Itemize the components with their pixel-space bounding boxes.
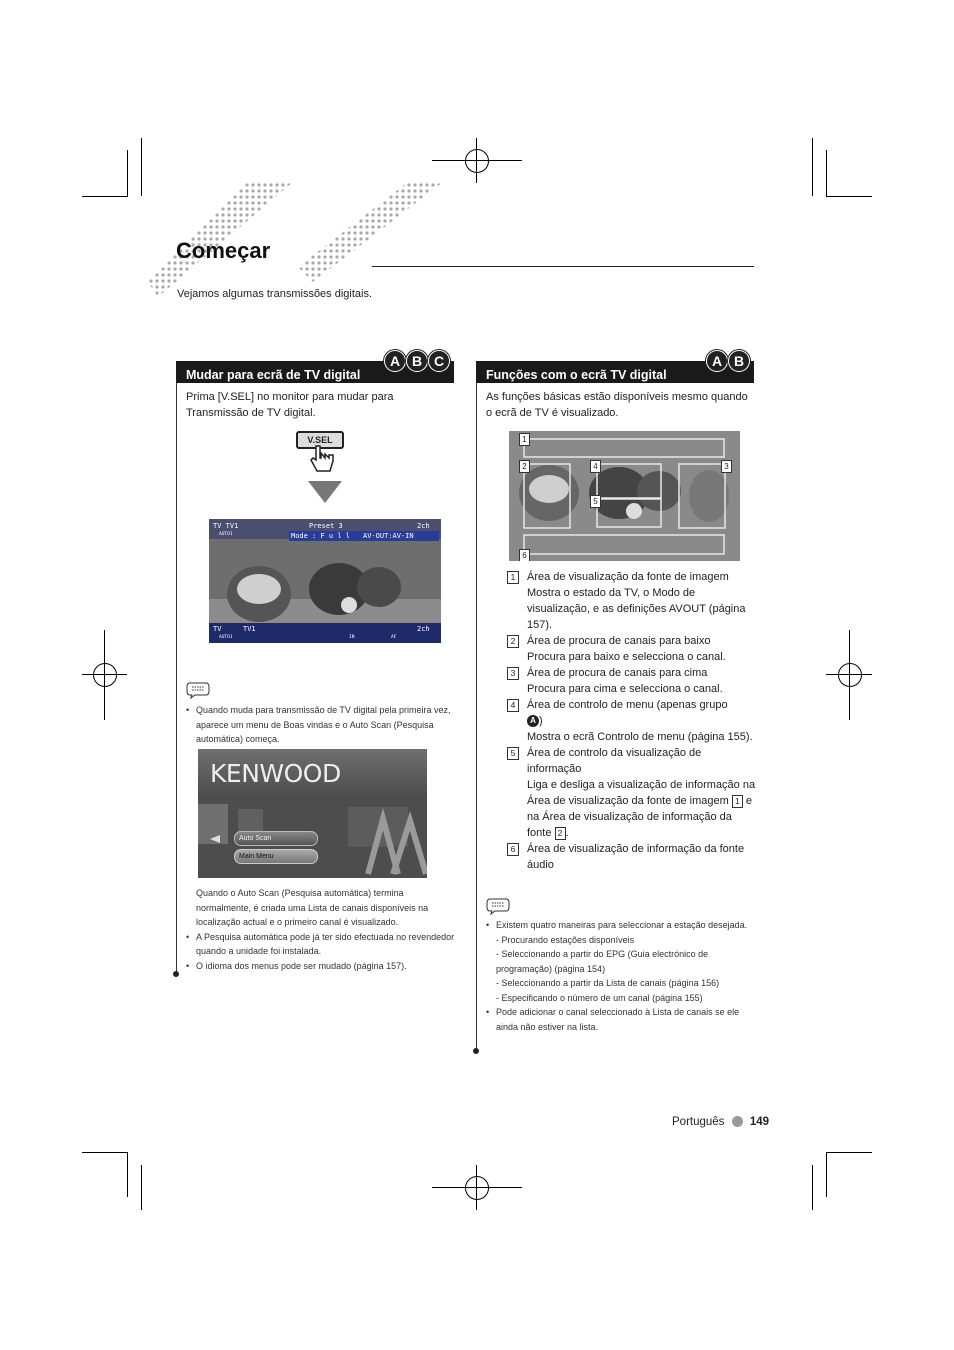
note-sub-item: - Seleccionando a partir da Lista de canais (página 156): [496, 978, 720, 988]
crop-mark: [826, 196, 872, 197]
tv-channel-label: 2ch: [417, 522, 430, 530]
diagram-label-3: 3: [721, 460, 732, 473]
note-item: • A Pesquisa automática pode já ter sido efectuada no revendedor quando a unidade foi instalada.: [186, 930, 458, 959]
right-intro: As funções básicas estão disponíveis mesmo quando o ecrã de TV é visualizado.: [486, 391, 748, 419]
item-number: 2: [507, 635, 519, 648]
diagram-label-4: 4: [590, 460, 601, 473]
item-number: 5: [507, 747, 519, 760]
list-item: [507, 745, 757, 841]
item-title: Área de visualização da fonte de imagem: [527, 571, 729, 583]
diagram-picture: [509, 431, 740, 561]
item-title-close: ): [539, 715, 543, 727]
item-title: Área de procura de canais para cima: [527, 667, 708, 679]
tv-bottom-channel: 2ch: [417, 625, 430, 633]
list-item: [507, 665, 757, 697]
badge-b: B: [406, 350, 428, 372]
touch-areas-list: [507, 569, 757, 873]
pointer-icon: [210, 835, 226, 843]
page-footer: [672, 1116, 769, 1128]
note-item: • Quando muda para transmissão de TV digital pela primeira vez, aparece um menu de Boas vindas e o Auto Scan (Pesquisa automática) começa.: [186, 703, 456, 747]
group-a-badge: A: [527, 715, 539, 727]
right-notes: [486, 918, 754, 1034]
badge-c: C: [428, 350, 450, 372]
crop-mark: [141, 1165, 142, 1210]
crop-mark: [127, 1152, 128, 1197]
note-item: • O idioma dos menus pode ser mudado (página 157).: [186, 959, 458, 974]
item-number: 1: [507, 571, 519, 584]
note-icon: [486, 897, 510, 915]
arrow-down-icon: [308, 481, 342, 505]
badge-a: A: [706, 350, 728, 372]
item-desc: Mostra o estado da TV, o Modo de visualização, e as definições AVOUT (página 157).: [527, 587, 746, 631]
footer-dot-icon: [732, 1116, 743, 1127]
item-desc: Mostra o ecrã Controlo de menu (página 155).: [527, 731, 753, 743]
vsel-button[interactable]: V.SEL: [296, 431, 344, 449]
tv-bottom-source: TV: [213, 625, 222, 633]
note-item: • Existem quatro maneiras para seleccionar a estação desejada.: [486, 918, 754, 933]
note-item-continued: Quando o Auto Scan (Pesquisa automática) termina normalmente, é criada uma Lista de canais disponíveis na localização actual e o primeiro canal é visualizado.: [196, 888, 429, 927]
item-title: Área de controlo da visualização de informação: [527, 747, 702, 775]
diagram-label-2: 2: [519, 460, 530, 473]
hand-pointer-icon: [308, 444, 338, 474]
main-menu-button[interactable]: Main Menu: [234, 849, 318, 864]
column-rule-left: [176, 383, 177, 973]
tv-screenshot: [209, 519, 441, 643]
item-desc: Procura para baixo e selecciona o canal.: [527, 651, 726, 663]
diagram-label-1: 1: [519, 433, 530, 446]
badge-a: A: [384, 350, 406, 372]
list-item: [507, 569, 757, 633]
section-heading-right: Funções com o ecrã TV digital: [476, 361, 754, 383]
item-desc: [527, 777, 757, 841]
badge-b: B: [728, 350, 750, 372]
diagram-label-6: 6: [519, 549, 530, 561]
tv-avout-label: AV-OUT:AV-IN: [363, 532, 414, 540]
note-icon: [186, 681, 210, 699]
tv-preset-label: Preset 3: [309, 522, 343, 530]
tv-bottom-auto: AUTO1: [219, 635, 233, 640]
tv-bottom-tv: TV1: [243, 625, 256, 633]
list-item: [507, 841, 757, 873]
item-title: Área de visualização de informação da fonte áudio: [527, 843, 745, 871]
section-heading-left: Mudar para ecrã de TV digital: [176, 361, 454, 383]
crop-mark: [82, 196, 128, 197]
tv-mode-label: Mode : F u l l: [291, 532, 351, 540]
footer-language: Português: [672, 1116, 725, 1128]
tv-auto-label: AUTO1: [219, 532, 233, 537]
item-desc-text: Liga e desliga a visualização de informação na Área de visualização da fonte de imagem: [527, 779, 756, 807]
ref-box: 1: [732, 795, 743, 808]
item-number: 4: [507, 699, 519, 712]
tv-source-label: TV TV1: [213, 522, 239, 530]
left-note-1: [186, 703, 456, 747]
crop-mark: [826, 150, 827, 197]
page-number: 149: [749, 1116, 770, 1128]
crop-mark: [812, 1165, 813, 1210]
ref-box: 2: [555, 827, 566, 840]
title-rule: [372, 266, 754, 267]
kenwood-welcome-screen: [198, 749, 427, 878]
kenwood-logo: KENWOOD: [210, 759, 341, 788]
column-end-dot: [473, 1048, 479, 1054]
note-sub-item: - Especificando o número de um canal (página 155): [496, 992, 703, 1003]
tv-bottom-af: AF: [391, 635, 397, 640]
column-end-dot: [173, 971, 179, 977]
intro-text: Vejamos algumas transmissões digitais.: [177, 288, 373, 300]
note-item: • Pode adicionar o canal seleccionado à Lista de canais se ele ainda não estiver na lista.: [486, 1005, 754, 1034]
registration-mark: [465, 149, 489, 173]
list-item: [507, 697, 757, 745]
item-title: [527, 697, 757, 729]
registration-mark: [838, 663, 862, 687]
left-notes-2: [186, 886, 458, 973]
tv-mode-bar: [289, 531, 439, 541]
registration-mark: [93, 663, 117, 687]
auto-scan-button[interactable]: Auto Scan: [234, 831, 318, 846]
item-desc-text: e na Área de visualização de informação da fonte: [527, 795, 753, 839]
column-rule-right: [476, 383, 477, 1051]
crop-mark: [82, 1152, 128, 1153]
list-item: [507, 633, 757, 665]
crop-mark: [141, 138, 142, 196]
item-title: Área de procura de canais para baixo: [527, 635, 711, 647]
tv-bottom-in: IN: [349, 635, 355, 640]
item-desc-text: .: [565, 827, 569, 839]
crop-mark: [826, 1152, 872, 1153]
item-number: 6: [507, 843, 519, 856]
diagram-label-5: 5: [590, 495, 601, 508]
item-desc: Procura para cima e selecciona o canal.: [527, 683, 723, 695]
crop-mark: [127, 150, 128, 197]
crop-mark: [812, 138, 813, 196]
item-number: 3: [507, 667, 519, 680]
note-sub-item: - Procurando estações disponíveis: [496, 934, 635, 945]
left-instruction: Prima [V.SEL] no monitor para mudar para Transmissão de TV digital.: [186, 391, 394, 419]
note-sub-item: - Seleccionando a partir do EPG (Guia electrónico de programação) (página 154): [496, 949, 709, 974]
item-title-text: Área de controlo de menu (apenas grupo: [527, 699, 728, 711]
tv-bottom-bar: [209, 623, 441, 643]
registration-mark: [465, 1176, 489, 1200]
touch-areas-diagram: [509, 431, 740, 561]
page-title: Começar: [176, 238, 271, 263]
crop-mark: [826, 1152, 827, 1197]
